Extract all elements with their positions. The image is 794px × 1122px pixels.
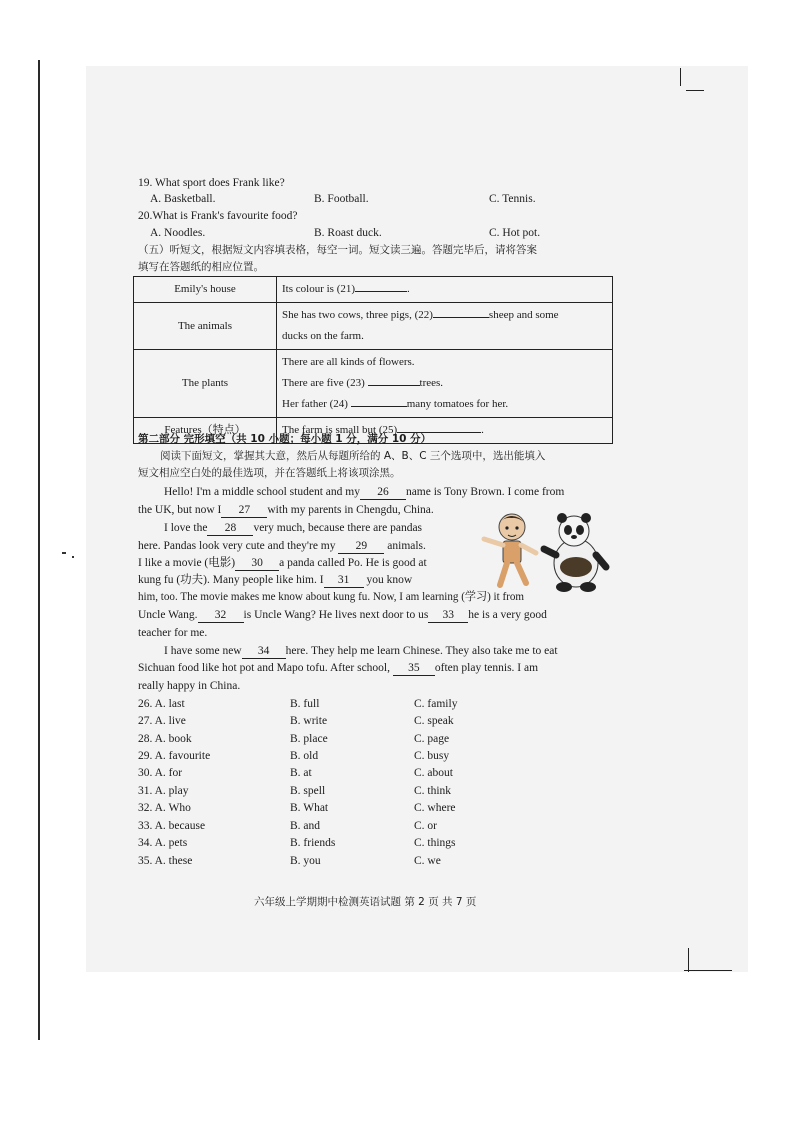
option-26-c[interactable]: C. family bbox=[414, 698, 458, 710]
row-content: There are all kinds of flowers. There are five (23) trees. Her father (24) many tomatoes for her. bbox=[277, 350, 613, 418]
blank-31: 31 bbox=[324, 573, 364, 588]
crop-mark bbox=[684, 970, 732, 971]
crop-mark bbox=[686, 90, 704, 91]
table-row bbox=[134, 350, 613, 418]
section5-instruction-2: 填写在答题纸的相应位置。 bbox=[138, 261, 264, 273]
option-27-a[interactable]: 27. A. live bbox=[138, 715, 186, 727]
crop-mark bbox=[680, 68, 681, 86]
scan-speck bbox=[62, 552, 66, 554]
option-35-b[interactable]: B. you bbox=[290, 855, 321, 867]
row-label: The plants bbox=[134, 350, 277, 418]
option-33-a[interactable]: 33. A. because bbox=[138, 820, 206, 832]
page-footer: 六年级上学期期中检测英语试题 第 2 页 共 7 页 bbox=[254, 896, 477, 908]
row-label: Emily's house bbox=[134, 277, 277, 303]
option-30-b[interactable]: B. at bbox=[290, 767, 312, 779]
option-28-b[interactable]: B. place bbox=[290, 733, 328, 745]
q20-option-a: A. Noodles. bbox=[150, 227, 206, 239]
option-31-c[interactable]: C. think bbox=[414, 785, 452, 797]
row-content: She has two cows, three pigs, (22) sheep and some ducks on the farm. bbox=[277, 303, 613, 350]
option-26-b[interactable]: B. full bbox=[290, 698, 320, 710]
option-26-a[interactable]: 26. A. last bbox=[138, 698, 185, 710]
passage-line: Uncle Wang. 32 is Uncle Wang? He lives next door to us 33 he is a very good bbox=[138, 609, 547, 621]
part2-instruction-2: 短文相应空白处的最佳选项，并在答题纸上将该项涂黑。 bbox=[138, 467, 401, 479]
blank-30: 30 bbox=[235, 556, 279, 571]
boy-and-panda-illustration bbox=[474, 505, 614, 595]
passage-line: I like a movie (电影) 30 a panda called Po. He is good at bbox=[138, 557, 427, 569]
row-content: The farm is small but (25) . bbox=[277, 418, 613, 444]
blank-32: 32 bbox=[198, 608, 244, 623]
listening-table bbox=[133, 276, 613, 444]
option-34-a[interactable]: 34. A. pets bbox=[138, 837, 188, 849]
q20-option-b: B. Roast duck. bbox=[314, 227, 382, 239]
passage-line: him, too. The movie makes me know about kung fu. Now, I am learning (学习) it from bbox=[138, 591, 525, 603]
row-content: Its colour is (21) . bbox=[277, 277, 613, 303]
option-33-b[interactable]: B. and bbox=[290, 820, 321, 832]
option-32-c[interactable]: C. where bbox=[414, 802, 456, 814]
blank-27: 27 bbox=[221, 503, 267, 518]
table-row bbox=[134, 303, 613, 350]
answer-blank-24[interactable] bbox=[351, 406, 407, 407]
blank-29: 29 bbox=[338, 539, 384, 554]
answer-blank-23[interactable] bbox=[368, 385, 420, 386]
scan-speck bbox=[72, 556, 74, 558]
option-28-a[interactable]: 28. A. book bbox=[138, 733, 192, 745]
blank-35: 35 bbox=[393, 661, 435, 676]
row-label: Features（特点） bbox=[134, 418, 277, 444]
q19-option-c: C. Tennis. bbox=[489, 193, 536, 205]
option-32-b[interactable]: B. What bbox=[290, 802, 329, 814]
option-35-a[interactable]: 35. A. these bbox=[138, 855, 193, 867]
option-35-c[interactable]: C. we bbox=[414, 855, 441, 867]
option-33-c[interactable]: C. or bbox=[414, 820, 437, 832]
option-30-c[interactable]: C. about bbox=[414, 767, 453, 779]
section5-instruction: （五）听短文，根据短文内容填表格，每空一词。短文读三遍。答题完毕后，请将答案 bbox=[138, 244, 537, 256]
blank-28: 28 bbox=[207, 521, 253, 536]
passage-line: I have some new 34 here. They help me learn Chinese. They also take me to eat bbox=[164, 645, 558, 657]
passage-line: teacher for me. bbox=[138, 627, 208, 639]
answer-blank-21[interactable] bbox=[355, 291, 407, 292]
passage-line: here. Pandas look very cute and they're my 29 animals. bbox=[138, 540, 426, 552]
page-edge-line bbox=[38, 60, 40, 1040]
q20-option-c: C. Hot pot. bbox=[489, 227, 541, 239]
passage-line: kung fu (功夫). Many people like him. I 31 you know bbox=[138, 574, 413, 586]
option-31-b[interactable]: B. spell bbox=[290, 785, 326, 797]
option-34-c[interactable]: C. things bbox=[414, 837, 456, 849]
q19-option-a: A. Basketball. bbox=[150, 193, 216, 205]
option-27-b[interactable]: B. write bbox=[290, 715, 328, 727]
table-row bbox=[134, 277, 613, 303]
answer-blank-22[interactable] bbox=[433, 317, 489, 318]
passage-line: the UK, but now I 27 with my parents in Chengdu, China. bbox=[138, 504, 434, 516]
panda-figure bbox=[544, 513, 606, 592]
boy-figure bbox=[484, 514, 536, 585]
option-30-a[interactable]: 30. A. for bbox=[138, 767, 183, 779]
passage-line: really happy in China. bbox=[138, 680, 241, 692]
passage-line: I love the 28 very much, because there are pandas bbox=[164, 522, 423, 534]
passage-line: Sichuan food like hot pot and Mapo tofu. After school, 35 often play tennis. I am bbox=[138, 662, 539, 674]
option-29-c[interactable]: C. busy bbox=[414, 750, 450, 762]
option-31-a[interactable]: 31. A. play bbox=[138, 785, 189, 797]
crop-mark bbox=[688, 948, 689, 972]
option-29-b[interactable]: B. old bbox=[290, 750, 319, 762]
blank-33: 33 bbox=[428, 608, 468, 623]
blank-34: 34 bbox=[242, 644, 286, 659]
question-20: 20.What is Frank's favourite food? bbox=[138, 210, 298, 222]
part2-instruction: 阅读下面短文，掌握其大意，然后从每题所给的 A、B、C 三个选项中，选出能填入 bbox=[160, 450, 546, 462]
option-29-a[interactable]: 29. A. favourite bbox=[138, 750, 211, 762]
passage-line: Hello! I'm a middle school student and my 26 name is Tony Brown. I come from bbox=[164, 486, 565, 498]
part2-title: 第二部分 完形填空（共 10 小题；每小题 1 分，满分 10 分） bbox=[138, 433, 432, 445]
option-28-c[interactable]: C. page bbox=[414, 733, 450, 745]
row-label: The animals bbox=[134, 303, 277, 350]
option-34-b[interactable]: B. friends bbox=[290, 837, 336, 849]
option-27-c[interactable]: C. speak bbox=[414, 715, 454, 727]
q19-option-b: B. Football. bbox=[314, 193, 369, 205]
option-32-a[interactable]: 32. A. Who bbox=[138, 802, 191, 814]
blank-26: 26 bbox=[360, 485, 406, 500]
question-19: 19. What sport does Frank like? bbox=[138, 177, 285, 189]
